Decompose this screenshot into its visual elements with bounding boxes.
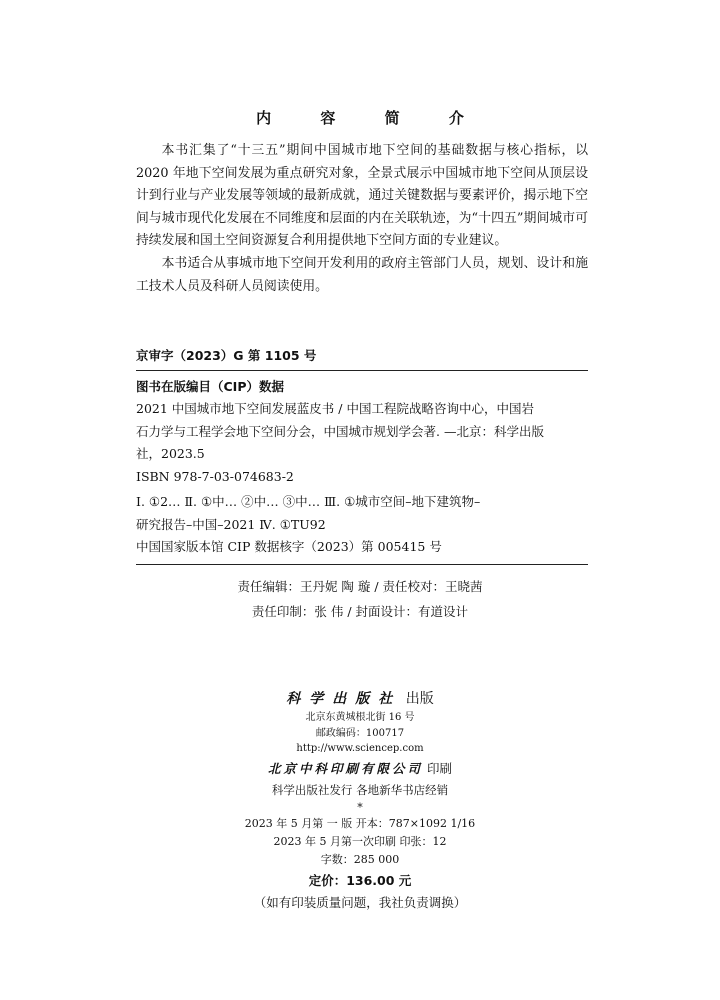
cip-line: 社，2023.5 (136, 446, 205, 461)
cip-data-block (136, 370, 588, 565)
publisher-address: 北京东黄城根北街 16 号 (305, 712, 415, 723)
content-summary (136, 140, 588, 298)
quality-notice: （如有印装质量问题，我社负责调换） (253, 894, 467, 910)
cip-line: 石力学与工程学会地下空间分会，中国城市规划学会著. —北京：科学出版 (136, 423, 544, 439)
production-credits: 责任印制：张 伟 / 封面设计：有道设计 (251, 604, 469, 619)
summary-paragraph-1: 本书汇集了“十三五”期间中国城市地下空间的基础数据与核心指标，以 2020 年地下空间发展为重点研究对象，全景式展示中国城市地下空间从顶层设计到行业与产业发展等领域的最新成就，通过关键数据与要素评价，揭示地下空间与城市现代化发展在不同维度和层面的内在关联轨迹，为“十四五”期间城市可持续发展和国土空间资源复合利用提供地下空间方面的专业建议。 (136, 143, 588, 249)
publisher-suffix: 出版 (405, 691, 434, 707)
printer-suffix: 印刷 (426, 760, 452, 776)
publisher-website: http://www.sciencep.com (296, 743, 424, 754)
cip-line: 2021 中国城市地下空间发展蓝皮书 / 中国工程院战略咨询中心，中国岩 (136, 401, 534, 416)
printer-brand: 北京中科印刷有限公司 (267, 760, 423, 776)
edition-line: 2023 年 5 月第 一 版 开本：787×1092 1/16 (244, 816, 476, 830)
printer-line (0, 759, 720, 779)
publisher-brand: 科学出版社 (286, 691, 402, 707)
publication-info (0, 688, 720, 913)
cip-record-number: 中国国家版本馆 CIP 数据核字（2023）第 005415 号 (136, 539, 442, 554)
summary-paragraph-2: 本书适合从事城市地下空间开发利用的政府主管部门人员，规划、设计和施工技术人员及科研人员阅读使用。 (136, 255, 588, 294)
review-number: 京审字（2023）G 第 1105 号 (136, 348, 317, 363)
cip-heading: 图书在版编目（CIP）数据 (136, 379, 284, 394)
word-count: 字数：285 000 (320, 852, 400, 866)
page-title: 内 容 简 介 (256, 109, 486, 127)
editor-credits: 责任编辑：王丹妮 陶 璇 / 责任校对：王晓茜 (237, 579, 483, 594)
staff-credits (0, 574, 720, 624)
cip-classification: 研究报告–中国–2021 Ⅳ. ①TU92 (136, 516, 326, 532)
publisher-postcode: 邮政编码：100717 (315, 727, 405, 739)
printing-line: 2023 年 5 月第一次印刷 印张：12 (273, 834, 447, 848)
publisher-line (0, 688, 720, 710)
distribution-line: 科学出版社发行 各地新华书店经销 (271, 782, 449, 797)
price: 定价：136.00 元 (308, 872, 412, 888)
cip-classification: Ⅰ. ①2… Ⅱ. ①中… ②中… ③中… Ⅲ. ①城市空间–地下建筑物– (136, 494, 481, 509)
cip-isbn: ISBN 978-7-03-074683-2 (136, 468, 294, 484)
separator-star: * (357, 800, 363, 814)
